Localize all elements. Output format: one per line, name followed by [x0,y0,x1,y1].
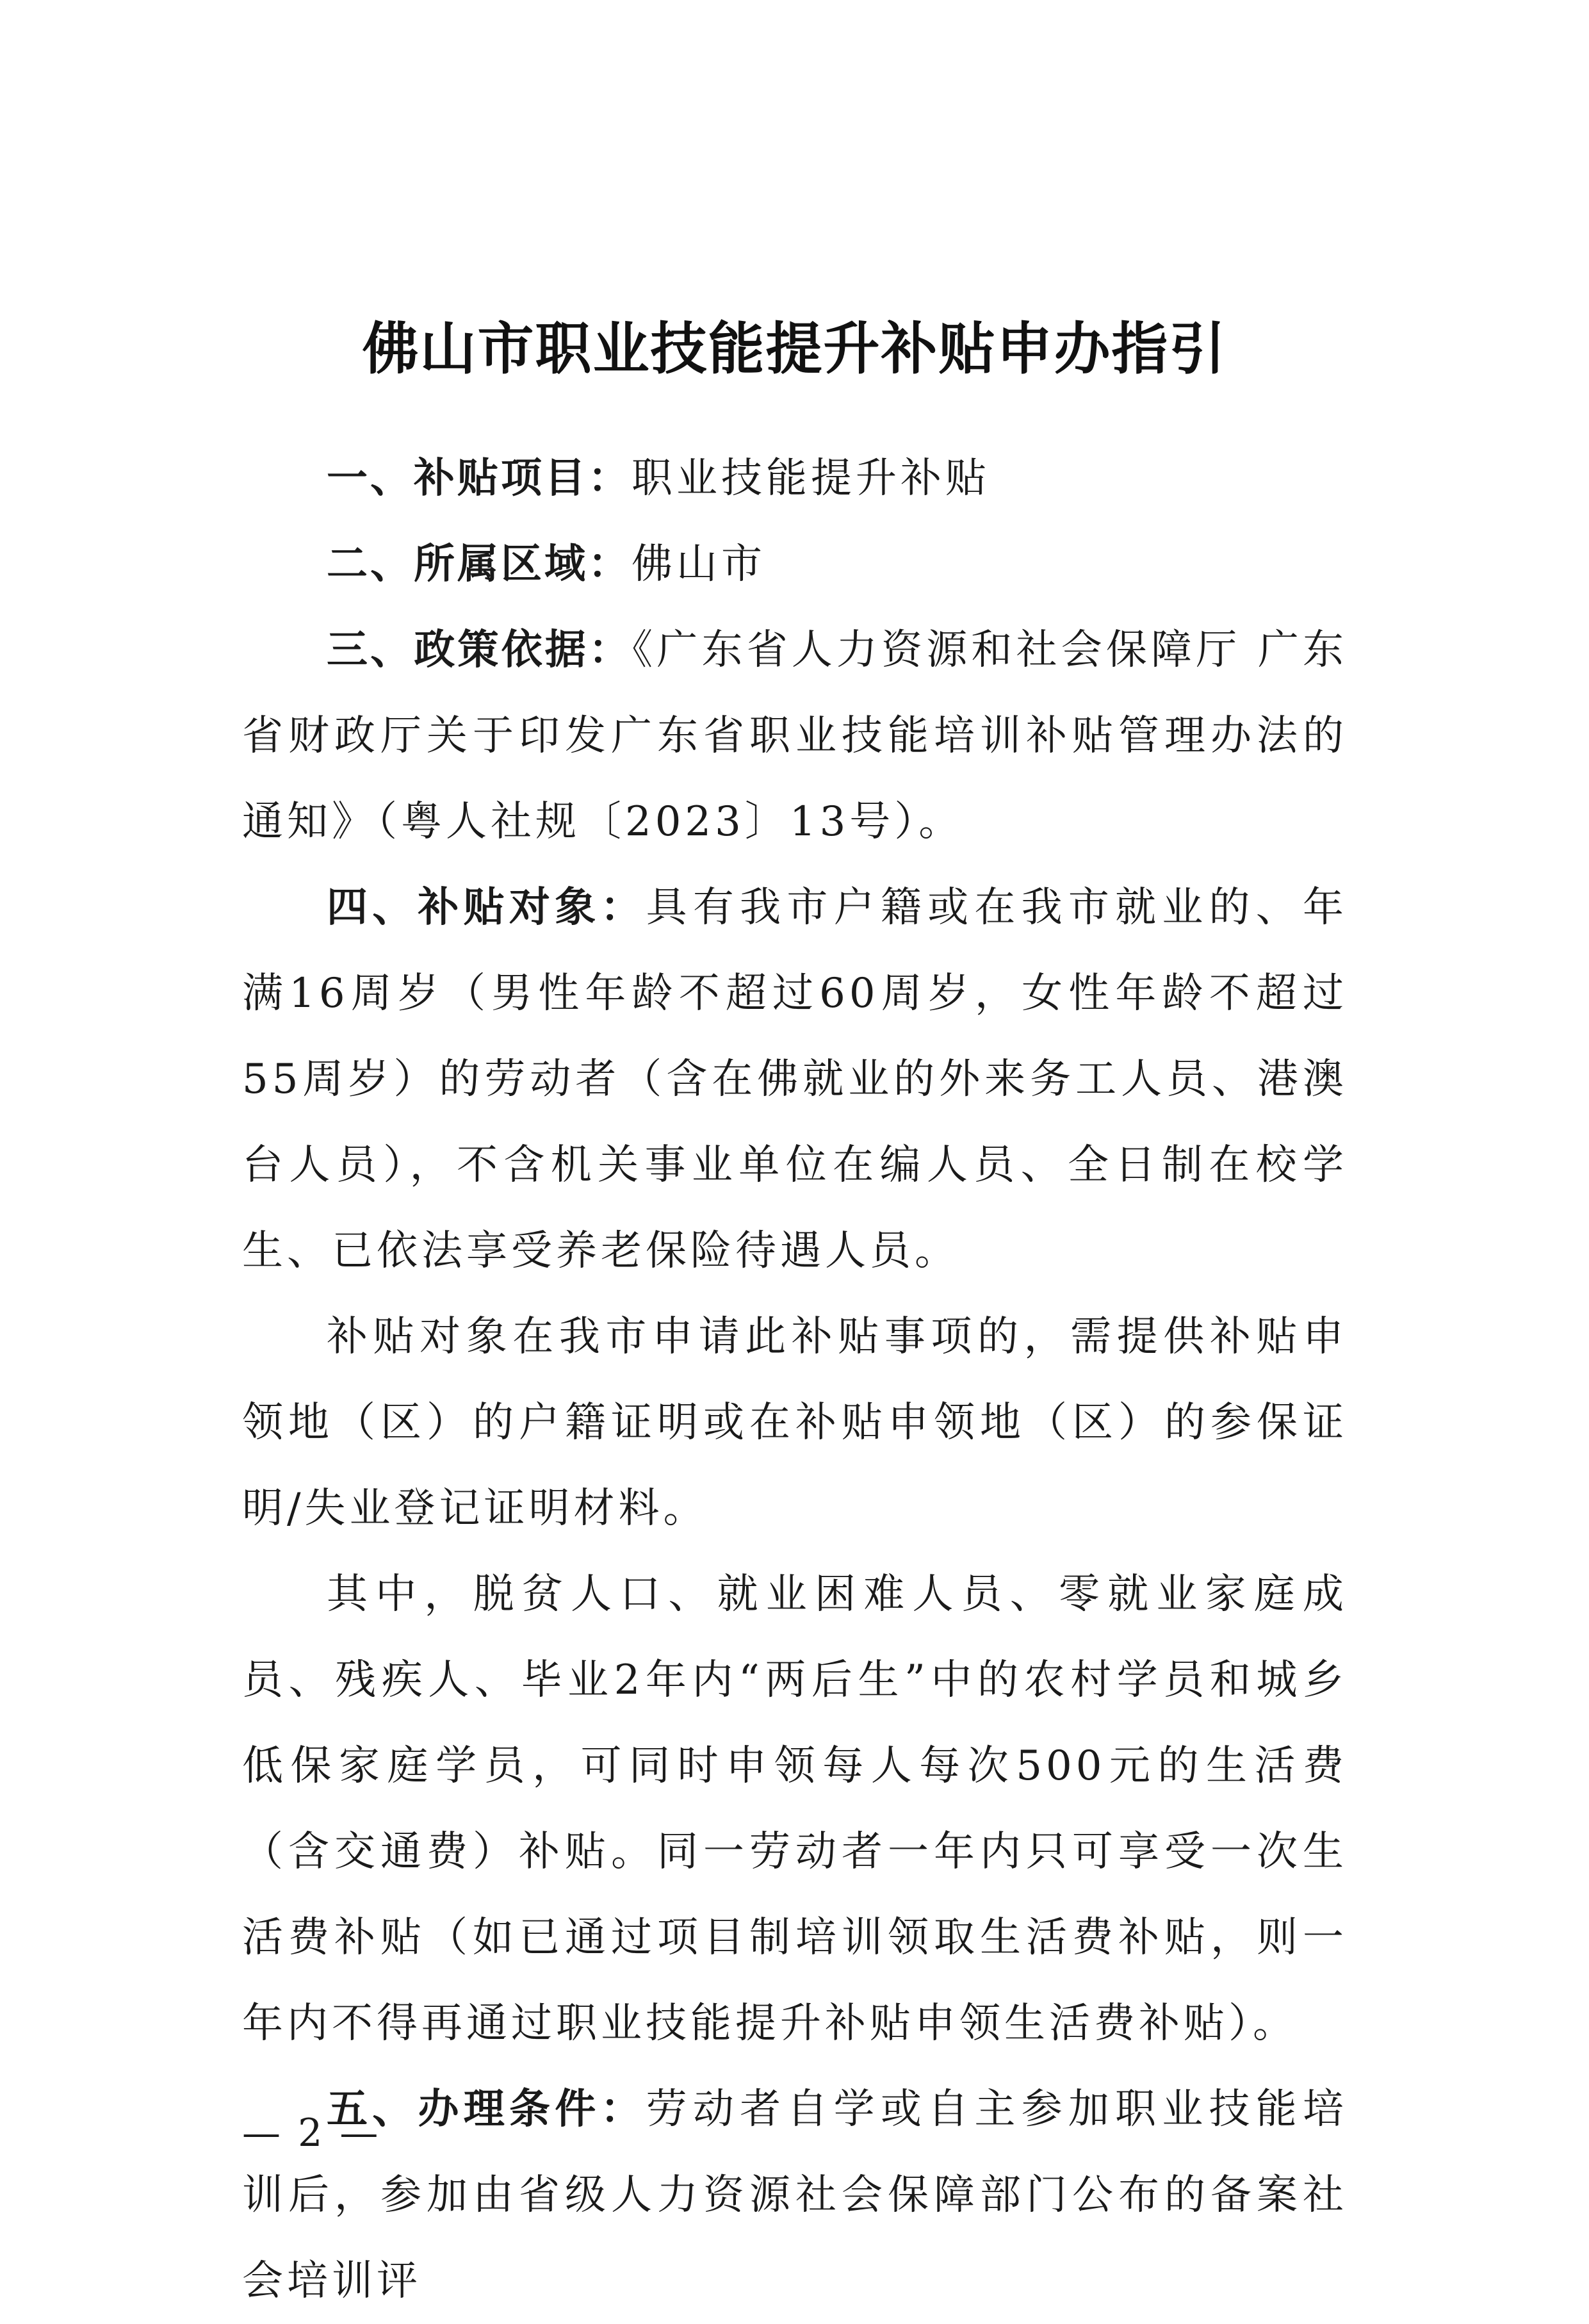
section-text: 劳动者自学或自主参加职业技能培训后，参加由省级人力资源社会保障部门公布的备案社会培训评 [242,2086,1348,2305]
section-label: 一、补贴项目： [327,455,632,502]
section-label: 五、办理条件： [327,2086,646,2133]
section-text: 佛山市 [632,541,766,588]
section-text: 职业技能提升补贴 [632,455,990,502]
section-label: 四、补贴对象： [327,884,646,931]
section-text: 具有我市户籍或在我市就业的、年满16周岁（男性年龄不超过60周岁，女性年龄不超过55周岁）的劳动者（含在佛就业的外来务工人员、港澳台人员），不含机关事业单位在编人员、全日制在校学生、已依法享受养老保险待遇人员。 [242,884,1348,1275]
paragraph-application-proof: 补贴对象在我市申请此补贴事项的，需提供补贴申领地（区）的户籍证明或在补贴申领地（区）的参保证明/失业登记证明材料。 [242,1313,1348,1532]
document-title: 佛山市职业技能提升补贴申办指引 [362,315,1227,382]
section-subsidy-item [242,436,1348,521]
section-text: 《广东省人力资源和社会保障厅 广东省财政厅关于印发广东省职业技能培训补贴管理办法的通知》（粤人社规〔2023〕13号）。 [242,626,1348,846]
section-label: 三、政策依据： [327,626,633,674]
section-conditions [242,2066,1348,2324]
paragraph-living-allowance: 其中，脱贫人口、就业困难人员、零就业家庭成员、残疾人、毕业2年内“两后生”中的农村学员和城乡低保家庭学员，可同时申领每人每次500元的生活费（含交通费）补贴。同一劳动者一年内只可享受一次生活费补贴（如已通过项目制培训领取生活费补贴，则一年内不得再通过职业技能提升补贴申领生活费补贴）。 [242,1571,1348,2047]
section-label: 二、所属区域： [327,541,632,588]
page-number: — 2 — [242,2111,381,2156]
section-region [242,521,1348,607]
section-policy-basis [242,607,1348,865]
section-eligible-persons [242,865,1348,1294]
document-body [242,436,1348,2324]
